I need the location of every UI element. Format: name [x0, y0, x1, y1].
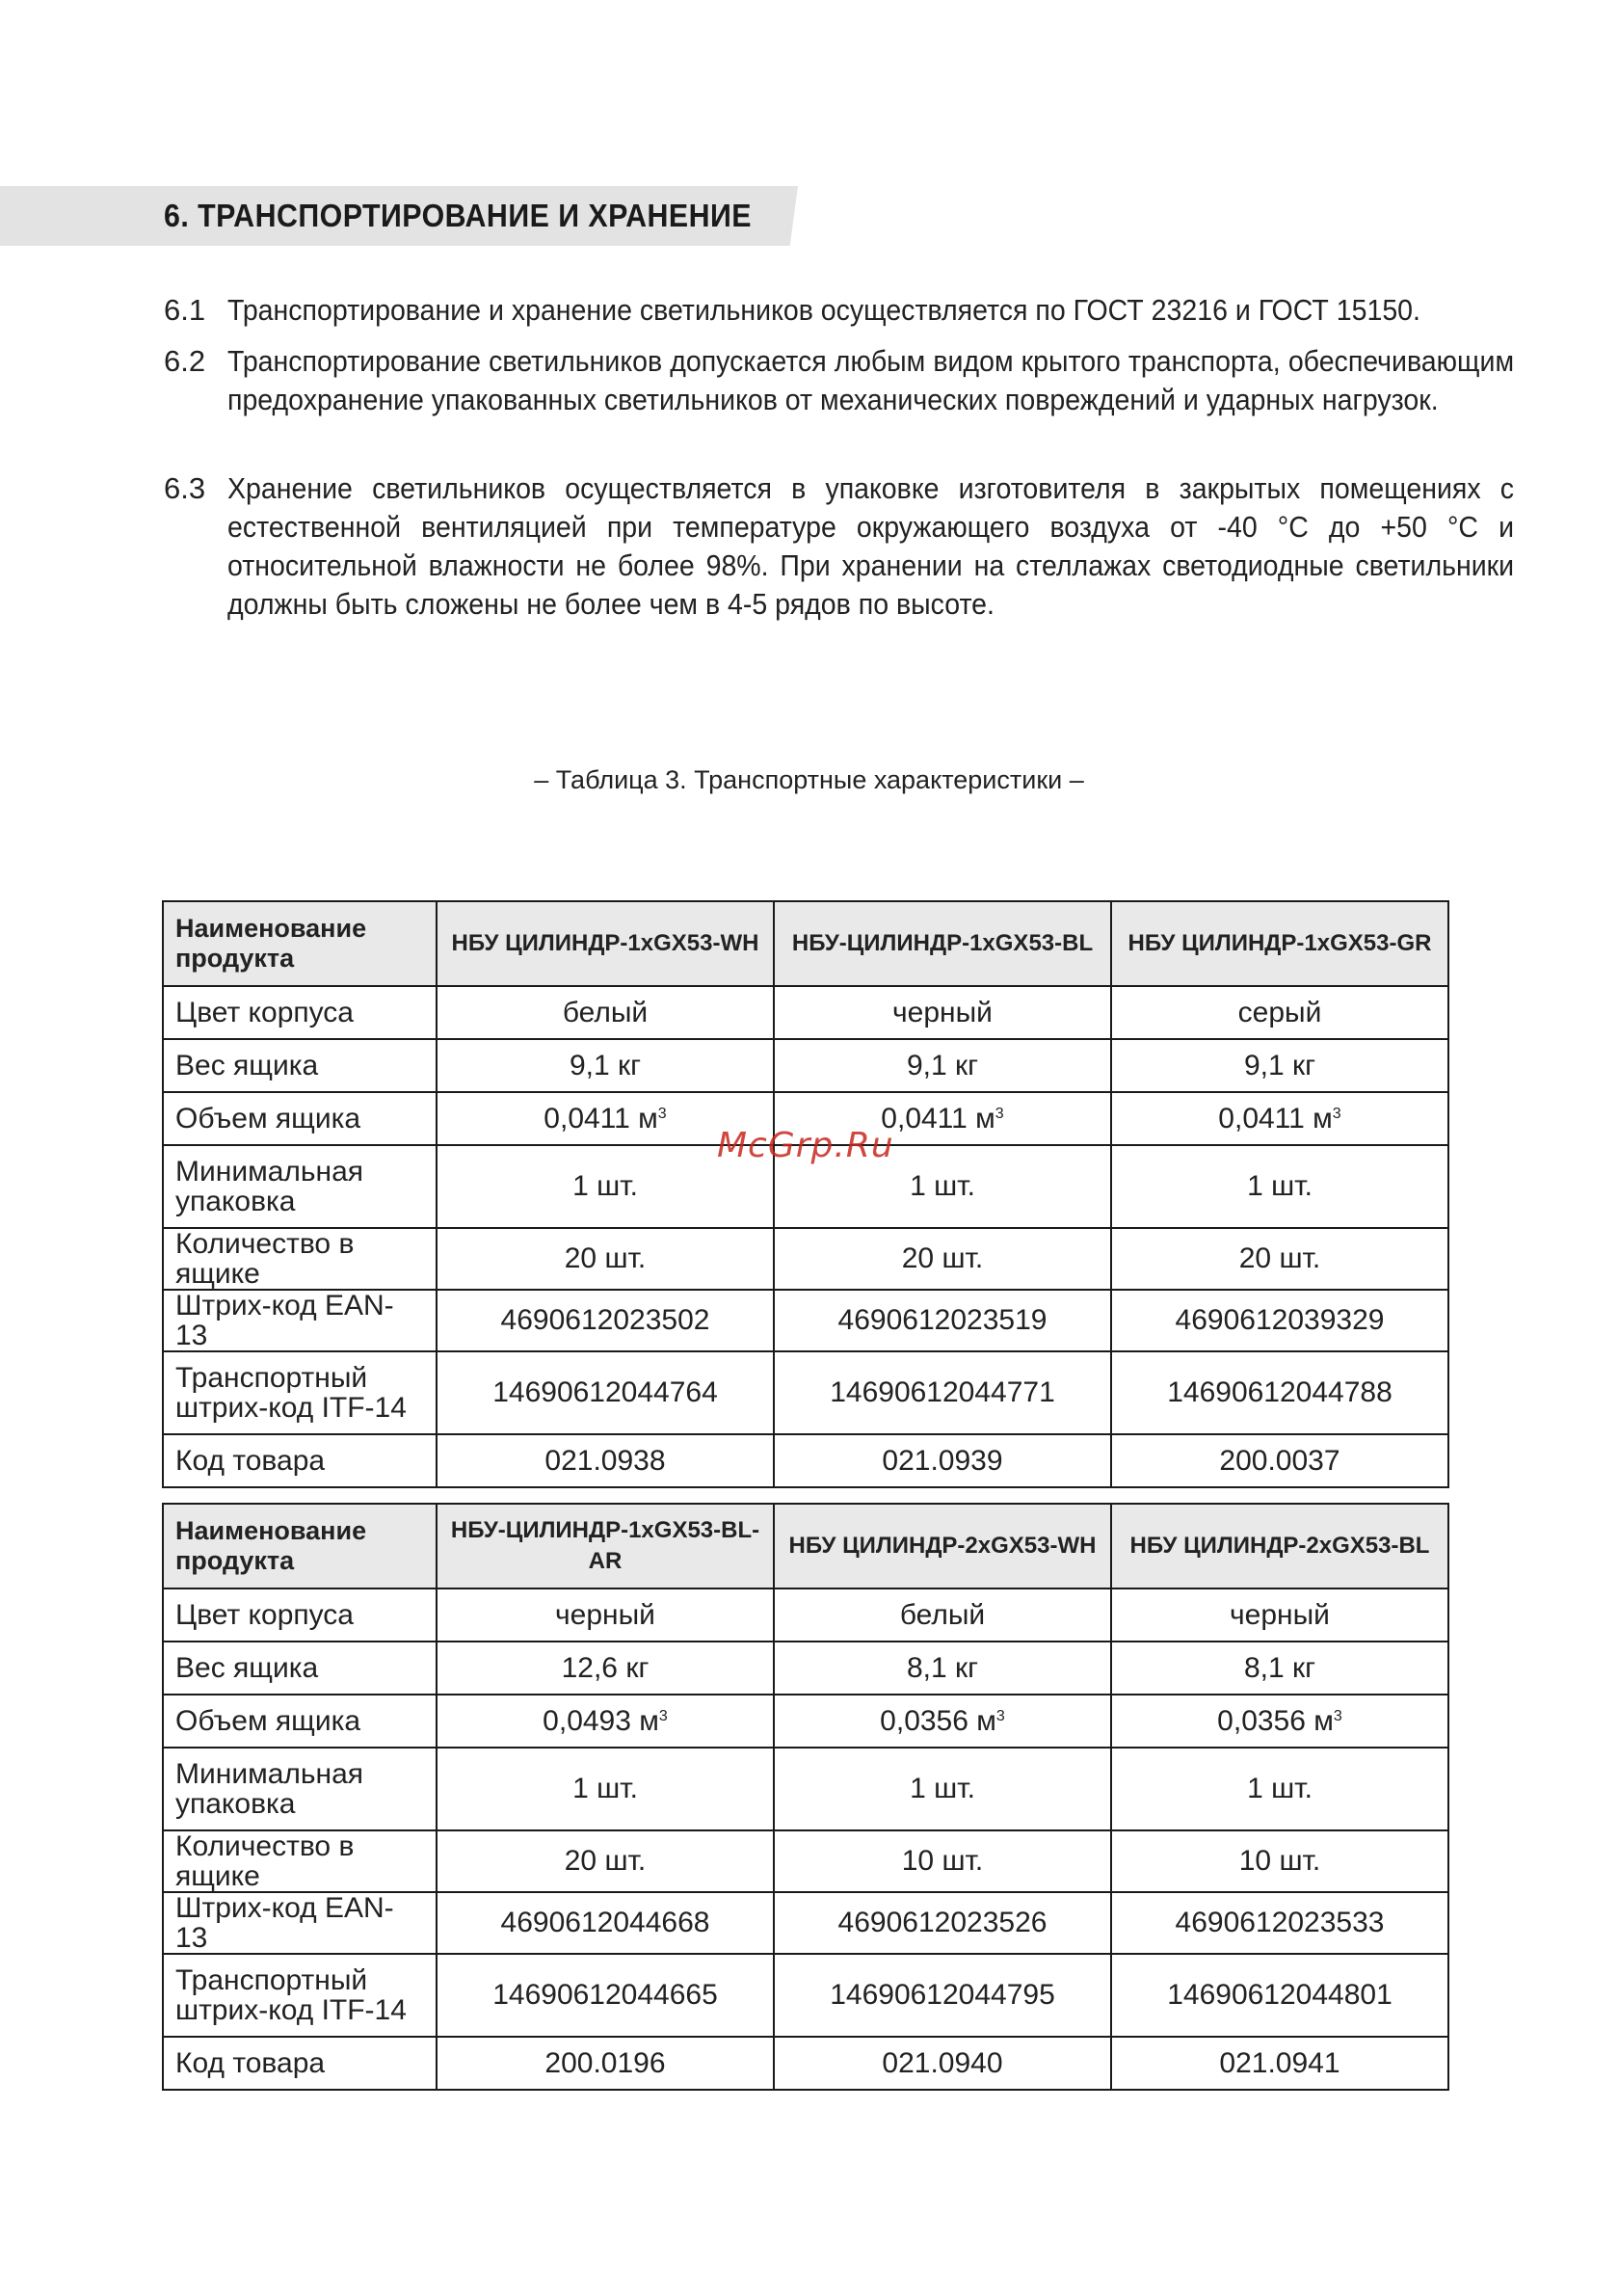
table-header-row — [163, 901, 1448, 986]
row-label: Минимальная упаковка — [163, 1145, 437, 1228]
section-title: 6. ТРАНСПОРТИРОВАНИЕ И ХРАНЕНИЕ — [164, 198, 752, 233]
paragraph-6-3 — [164, 469, 1515, 624]
paragraph-number: 6.2 — [164, 344, 206, 378]
table-caption: – Таблица 3. Транспортные характеристики – — [534, 765, 1084, 794]
cell-itf: 14690612044665 — [437, 1954, 774, 2037]
transport-table-1 — [162, 900, 1449, 1488]
table-row-min-pack — [163, 1748, 1448, 1830]
table-row-color — [163, 986, 1448, 1039]
cell-itf: 14690612044795 — [774, 1954, 1111, 2037]
table-row-qty — [163, 1830, 1448, 1892]
row-label: Цвет корпуса — [163, 1589, 437, 1642]
cell-qty: 10 шт. — [774, 1830, 1111, 1892]
cell-qty: 20 шт. — [1111, 1228, 1448, 1290]
table-row-itf — [163, 1351, 1448, 1434]
paragraph-6-2 — [164, 342, 1515, 419]
cell-qty: 20 шт. — [437, 1228, 774, 1290]
cell-ean: 4690612044668 — [437, 1892, 774, 1954]
row-label: Код товара — [163, 1434, 437, 1487]
cell-qty: 10 шт. — [1111, 1830, 1448, 1892]
product-name-header: НБУ-ЦИЛИНДР-1хGX53-BL — [774, 901, 1111, 986]
cell-color: черный — [1111, 1589, 1448, 1642]
table-row-weight — [163, 1642, 1448, 1695]
table-row-ean — [163, 1290, 1448, 1351]
cell-color: черный — [774, 986, 1111, 1039]
row-label: Код товара — [163, 2037, 437, 2090]
cell-min-pack: 1 шт. — [1111, 1748, 1448, 1830]
cell-ean: 4690612039329 — [1111, 1290, 1448, 1351]
cell-min-pack: 1 шт. — [437, 1748, 774, 1830]
product-name-header: НБУ-ЦИЛИНДР-1хGX53-BL-AR — [437, 1504, 774, 1589]
paragraph-text: Транспортирование и хранение светильников осуществляется по ГОСТ 23216 и ГОСТ 15150. — [227, 293, 1420, 327]
row-label: Транспортный штрих-код ITF-14 — [163, 1351, 437, 1434]
row-label: Объем ящика — [163, 1695, 437, 1748]
table-row-color — [163, 1589, 1448, 1642]
paragraph-text: Хранение светильников осуществляется в упаковке изготовителя в закрытых помещениях с естественной вентиляцией при температуре окружающего воздуха от -40 °С до +50 °С и относительной влажности не более 98%. При хранении на стеллажах светодиодные светильники должны быть сложены не более чем в 4-5 рядов по высоте. — [227, 471, 1515, 621]
cell-min-pack: 1 шт. — [437, 1145, 774, 1228]
cell-weight: 9,1 кг — [1111, 1039, 1448, 1092]
cell-code: 021.0938 — [437, 1434, 774, 1487]
row-label: Вес ящика — [163, 1039, 437, 1092]
table-row-ean — [163, 1892, 1448, 1954]
cell-min-pack: 1 шт. — [774, 1145, 1111, 1228]
cell-volume: 0,0493 $м^3$ — [437, 1695, 774, 1748]
row-label: Количество в ящике — [163, 1228, 437, 1290]
cell-code: 200.0196 — [437, 2037, 774, 2090]
header-label: Наименование продукта — [163, 901, 437, 986]
cell-code: 021.0939 — [774, 1434, 1111, 1487]
row-label: Количество в ящике — [163, 1830, 437, 1892]
cell-volume: 0,0411 $м^3$ — [1111, 1092, 1448, 1145]
row-label: Штрих-код EAN-13 — [163, 1892, 437, 1954]
cell-volume: 0,0356 $м^3$ — [774, 1695, 1111, 1748]
cell-qty: 20 шт. — [437, 1830, 774, 1892]
cell-weight: 9,1 кг — [774, 1039, 1111, 1092]
cell-min-pack: 1 шт. — [1111, 1145, 1448, 1228]
row-label: Вес ящика — [163, 1642, 437, 1695]
cell-volume: 0,0356 $м^3$ — [1111, 1695, 1448, 1748]
product-name-header: НБУ ЦИЛИНДР-2хGX53-BL — [1111, 1504, 1448, 1589]
table-header-row — [163, 1504, 1448, 1589]
cell-itf: 14690612044771 — [774, 1351, 1111, 1434]
cell-color: белый — [437, 986, 774, 1039]
transport-table-2 — [162, 1503, 1449, 2091]
cell-color: серый — [1111, 986, 1448, 1039]
paragraph-number: 6.3 — [164, 471, 206, 505]
cell-ean: 4690612023533 — [1111, 1892, 1448, 1954]
table-row-itf — [163, 1954, 1448, 2037]
cell-weight: 12,6 кг — [437, 1642, 774, 1695]
watermark: McGrp.Ru — [717, 1126, 894, 1165]
cell-qty: 20 шт. — [774, 1228, 1111, 1290]
row-label: Объем ящика — [163, 1092, 437, 1145]
table-row-qty — [163, 1228, 1448, 1290]
cell-itf: 14690612044788 — [1111, 1351, 1448, 1434]
product-name-header: НБУ ЦИЛИНДР-1хGX53-GR — [1111, 901, 1448, 986]
header-label: Наименование продукта — [163, 1504, 437, 1589]
product-name-header: НБУ ЦИЛИНДР-1хGX53-WH — [437, 901, 774, 986]
cell-itf: 14690612044801 — [1111, 1954, 1448, 2037]
row-label: Транспортный штрих-код ITF-14 — [163, 1954, 437, 2037]
cell-code: 021.0941 — [1111, 2037, 1448, 2090]
cell-volume: 0,0411 $м^3$ — [437, 1092, 774, 1145]
cell-color: черный — [437, 1589, 774, 1642]
paragraph-number: 6.1 — [164, 293, 206, 327]
cell-weight: 8,1 кг — [1111, 1642, 1448, 1695]
cell-color: белый — [774, 1589, 1111, 1642]
cell-min-pack: 1 шт. — [774, 1748, 1111, 1830]
cell-volume: 0,0411 $м^3$ — [774, 1092, 1111, 1145]
product-name-header: НБУ ЦИЛИНДР-2хGX53-WH — [774, 1504, 1111, 1589]
row-label: Штрих-код EAN-13 — [163, 1290, 437, 1351]
cell-ean: 4690612023519 — [774, 1290, 1111, 1351]
cell-weight: 9,1 кг — [437, 1039, 774, 1092]
paragraph-6-1 — [164, 291, 1450, 330]
row-label: Минимальная упаковка — [163, 1748, 437, 1830]
cell-weight: 8,1 кг — [774, 1642, 1111, 1695]
cell-code: 021.0940 — [774, 2037, 1111, 2090]
cell-code: 200.0037 — [1111, 1434, 1448, 1487]
cell-itf: 14690612044764 — [437, 1351, 774, 1434]
row-label: Цвет корпуса — [163, 986, 437, 1039]
cell-ean: 4690612023526 — [774, 1892, 1111, 1954]
table-row-volume — [163, 1695, 1448, 1748]
paragraph-text: Транспортирование светильников допускается любым видом крытого транспорта, обеспечивающим предохранение упакованных светильников от механических повреждений и ударных нагрузок. — [227, 344, 1515, 416]
table-row-code — [163, 2037, 1448, 2090]
table-row-weight — [163, 1039, 1448, 1092]
cell-ean: 4690612023502 — [437, 1290, 774, 1351]
table-row-code — [163, 1434, 1448, 1487]
